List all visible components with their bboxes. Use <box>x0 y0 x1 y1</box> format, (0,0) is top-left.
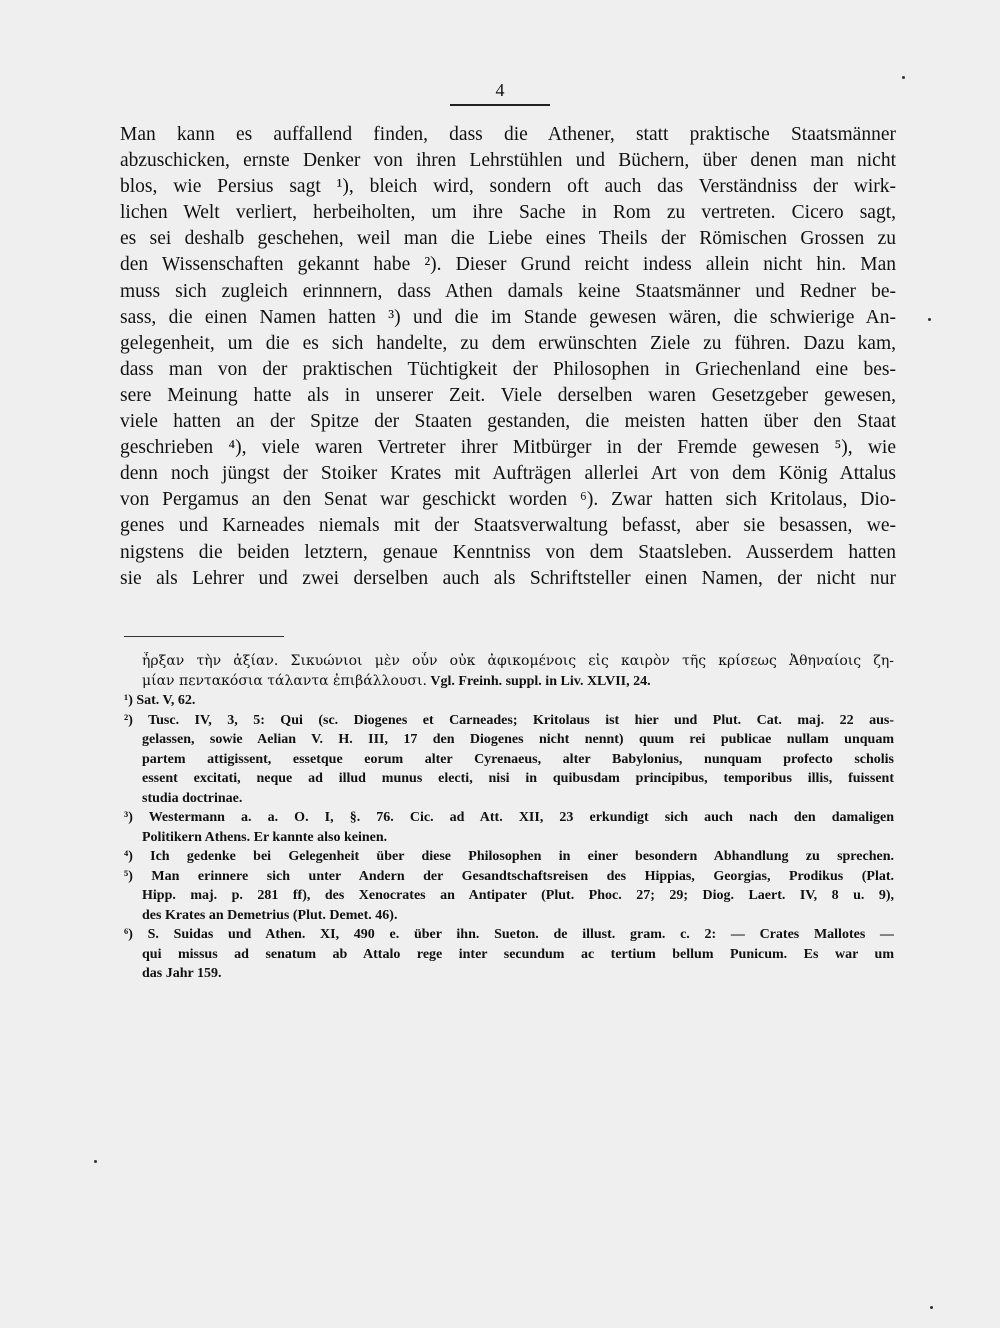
print-speck <box>94 1160 97 1163</box>
text-line: sere Meinung hatte als in unserer Zeit. Viele derselben waren Gesetzgeber gewesen, <box>120 384 896 406</box>
text-line: Man kann es auffallend finden, dass die Athener, statt praktische Staatsmänner <box>120 124 896 145</box>
footnote-5: ⁵) Man erinnere sich unter Andern der Gesandtschaftsreisen des Hippias, Georgias, Prodikus (Plat. <box>124 868 894 884</box>
footnote-continuation-greek: ἦρξαν τὴν ἀξίαν. Σικυώνιοι μὲν οὖν οὐκ ἀφικομένοις εἰς καιρὸν τῆς κρίσεως Ἀθηναίοις ζη- <box>142 653 894 669</box>
footnote-6-line: das Jahr 159. <box>142 966 222 981</box>
footnote-2: ²) Tusc. IV, 3, 5: Qui (sc. Diogenes et Carneades; Kritolaus ist hier und Plut. Cat. maj. 22 aus- <box>124 712 894 728</box>
footnote-5-line: des Krates an Demetrius (Plut. Demet. 46). <box>142 907 398 923</box>
text-line: nigstens die beiden letztern, genaue Kenntniss von dem Staatsleben. Ausserdem hatten <box>120 541 896 563</box>
text-line: genes und Karneades niemals mit der Staatsverwaltung befasst, aber sie besassen, we- <box>120 515 896 537</box>
footnote-2-line: gelassen, sowie Aelian V. H. III, 17 den Diogenes nicht nennt) quum rei publicae nullam unquam <box>142 732 894 747</box>
text-line: es sei deshalb geschehen, weil man die Liebe eines Theils der Römischen Grossen zu <box>120 228 896 250</box>
page-number: 4 <box>495 80 505 100</box>
text-line: sie als Lehrer und zwei derselben auch als Schriftsteller einen Namen, der nicht nur <box>120 567 896 589</box>
text-line: denn noch jüngst der Stoiker Krates mit Aufträgen allerlei Art von dem König Attalus <box>120 463 896 485</box>
footnote-3-line: Politikern Athens. Er kannte also keinen. <box>142 829 388 845</box>
footnote-1: ¹) Sat. V, 62. <box>124 693 196 708</box>
footnote-4: ⁴) Ich gedenke bei Gelegenheit über diese Philosophen in einer besondern Abhandlung zu sprechen. <box>124 849 894 864</box>
print-speck <box>902 76 905 79</box>
print-speck <box>930 1306 933 1309</box>
main-text <box>120 122 896 592</box>
footnote-5-line: Hipp. maj. p. 281 ff), des Xenocrates an Antipater (Plut. Phoc. 27; 29; Diog. Laert. IV, 8 u. 9), <box>142 888 894 903</box>
print-speck <box>928 318 931 321</box>
text-line: blos, wie Persius sagt ¹), bleich wird, sondern oft auch das Verständniss der wirk- <box>120 176 896 198</box>
footnote-6: ⁶) S. Suidas und Athen. XI, 490 e. über ihn. Sueton. de illust. gram. c. 2: — Crates Mallotes — <box>124 927 894 942</box>
text-line: von Pergamus an den Senat war geschickt worden ⁶). Zwar hatten sich Kritolaus, Dio- <box>120 489 896 511</box>
text-line: abzuschicken, ernste Denker von ihren Lehrstühlen und Büchern, über denen man nicht <box>120 150 896 172</box>
text-line: lichen Welt verliert, herbeiholten, um ihre Sache in Rom zu vertreten. Cicero sagt, <box>120 202 896 224</box>
text-line: viele hatten an der Spitze der Staaten gestanden, die meisten hatten über den Staat <box>120 411 896 433</box>
footnotes <box>124 652 894 984</box>
text-line: den Wissenschaften gekannt habe ²). Dieser Grund reicht indess allein nicht hin. Man <box>120 254 896 276</box>
footnote-continuation-latin: Vgl. Freinh. suppl. in Liv. XLVII, 24. <box>430 673 651 689</box>
footnote-continuation <box>124 672 894 692</box>
text-line: muss sich zugleich erinnnern, dass Athen damals keine Staatsmänner und Redner be- <box>120 280 896 302</box>
footnote-continuation-greek-2: μίαν πεντακόσια τάλαντα ἐπιβάλλουσι. <box>142 672 427 689</box>
footnote-6-line: qui missus ad senatum ab Attalo rege inter secundum ac tertium bellum Punicum. Es war um <box>142 946 894 962</box>
text-line: geschrieben ⁴), viele waren Vertreter ihrer Mitbürger in der Fremde gewesen ⁵), wie <box>120 437 896 459</box>
footnote-2-line: partem attigissent, essetque eorum alter Cyrenaeus, alter Babylonius, nunquam profecto scholis <box>142 751 894 767</box>
footnote-rule <box>124 636 284 637</box>
text-line: dass man von der praktischen Tüchtigkeit der Philosophen in Griechenland eine bes- <box>120 358 896 380</box>
footnote-3: ³) Westermann a. a. O. I, §. 76. Cic. ad Att. XII, 23 erkundigt sich auch nach den damaligen <box>124 810 894 825</box>
footnote-2-line: studia doctrinae. <box>142 790 243 806</box>
text-line: sass, die einen Namen hatten ³) und die im Stande gewesen wären, die schwierige An- <box>120 306 896 328</box>
text-line: gelegenheit, um die es sich handelte, zu dem erwünschten Ziele zu führen. Dazu kam, <box>120 332 896 354</box>
header-rule <box>450 104 550 106</box>
footnote-2-line: essent excitati, neque ad illud munus electi, nisi in quibusdam principibus, temporibus illis, fuissent <box>142 771 894 786</box>
